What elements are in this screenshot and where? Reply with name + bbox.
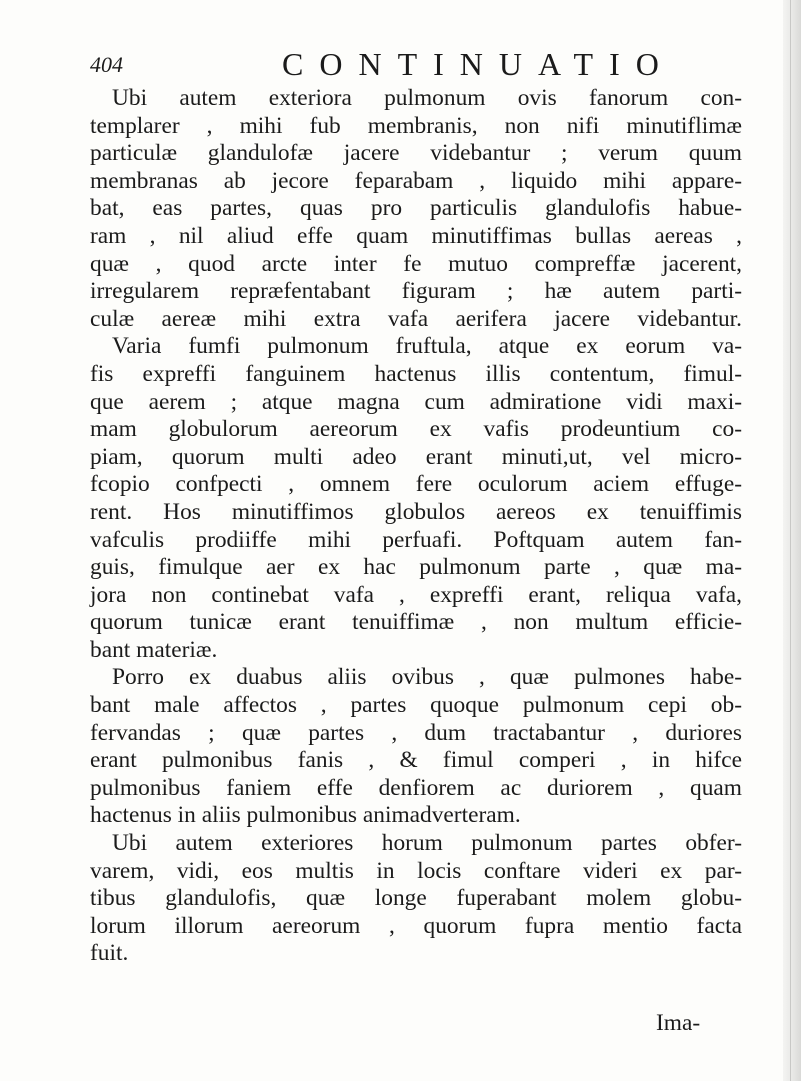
text-line: membranas ab jecore feparabam , liquido mihi appare- (90, 167, 742, 194)
text-line: Ubi autem exteriores horum pulmonum partes obfer- (112, 830, 742, 857)
text-line: guis, fimulque aer ex hac pulmonum parte , quæ ma- (90, 554, 742, 581)
text-line: bat, eas partes, quas pro particulis glandulofis habue- (90, 195, 742, 222)
text-line: bant male affectos , partes quoque pulmonum cepi ob- (90, 692, 742, 719)
page-edge-line (790, 0, 791, 1081)
text-line: Porro ex duabus aliis ovibus , quæ pulmones habe- (112, 664, 742, 691)
page-edge (783, 0, 801, 1081)
text-line: particulæ glandulofæ jacere videbantur ; verum quum (90, 140, 742, 167)
text-line: Varia fumfi pulmonum fruftula, atque ex eorum va- (112, 333, 742, 360)
text-line: fervandas ; quæ partes , dum tractabantur , duriores (90, 719, 742, 746)
text-line: fuit. (90, 940, 129, 967)
text-line: que aerem ; atque magna cum admiratione vidi maxi- (90, 388, 742, 415)
text-line: ram , nil aliud effe quam minutiffimas bullas aereas , (90, 222, 742, 249)
text-line: culæ aereæ mihi extra vafa aerifera jacere videbantur. (90, 305, 742, 332)
text-line: pulmonibus faniem effe denfiorem ac duriorem , quam (90, 774, 742, 801)
text-line: tibus glandulofis, quæ longe fuperabant molem globu- (90, 885, 742, 912)
text-line: vafculis prodiiffe mihi perfuafi. Poftquam autem fan- (90, 526, 742, 553)
text-line: mam globulorum aereorum ex vafis prodeuntium co- (90, 416, 742, 443)
text-line: fcopio confpecti , omnem fere oculorum aciem effuge- (90, 471, 742, 498)
text-line: erant pulmonibus fanis , & fimul comperi , in hifce (90, 747, 742, 774)
body-text (90, 85, 742, 968)
text-line: fis expreffi fanguinem hactenus illis contentum, fimul- (90, 360, 742, 387)
catchword: Ima- (656, 1010, 701, 1036)
running-title: CONTINUATIO (282, 46, 675, 82)
text-line: jora non continebat vafa , expreffi erant, reliqua vafa, (90, 581, 742, 608)
text-line: rent. Hos minutiffimos globulos aereos ex tenuiffimis (90, 498, 742, 525)
text-line: lorum illorum aereorum , quorum fupra mentio facta (90, 912, 742, 939)
text-line: varem, vidi, eos multis in locis conftare videri ex par- (90, 857, 742, 884)
page-number: 404 (90, 52, 123, 77)
text-line: Ubi autem exteriora pulmonum ovis fanorum con- (112, 85, 742, 111)
text-line: piam, quorum multi adeo erant minuti,ut, vel micro- (90, 443, 742, 470)
text-line: quorum tunicæ erant tenuiffimæ , non multum efficie- (90, 609, 742, 636)
text-line: quæ , quod arcte inter fe mutuo compreffæ jacerent, (90, 250, 742, 277)
text-line: bant materiæ. (90, 636, 218, 663)
text-line: hactenus in aliis pulmonibus animadverteram. (90, 802, 521, 829)
text-line: irregularem repræfentabant figuram ; hæ autem parti- (90, 278, 742, 305)
text-line: templarer , mihi fub membranis, non nifi minutiflimæ (90, 112, 742, 139)
